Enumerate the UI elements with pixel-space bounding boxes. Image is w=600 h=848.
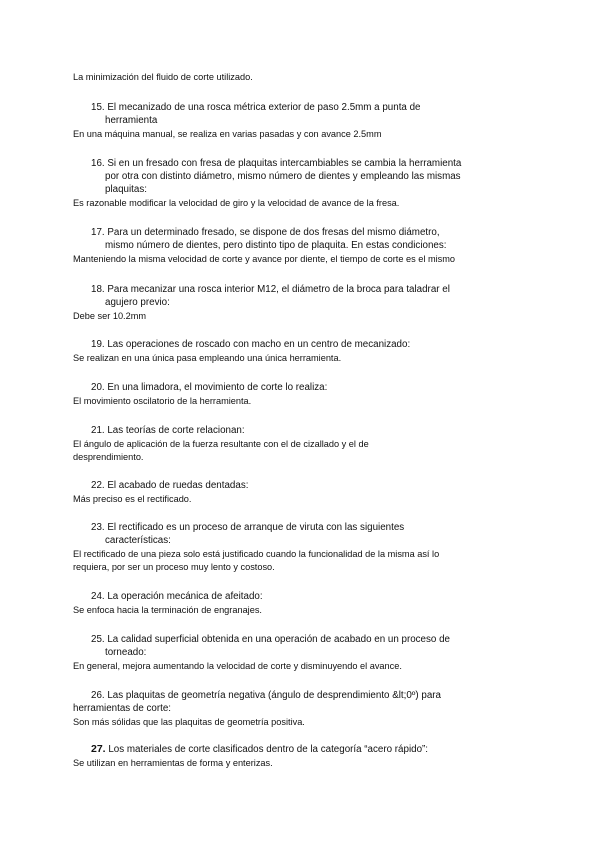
question-number: 20. [91, 382, 105, 393]
question-text [73, 743, 527, 756]
question-23 [73, 521, 527, 574]
question-line: Para mecanizar una rosca interior M12, el diámetro de la broca para taladrar el [107, 284, 450, 295]
question-20 [73, 381, 527, 408]
question-line: herramientas de corte: [73, 703, 172, 714]
question-line: plaquitas: [105, 184, 147, 195]
answer-text: Son más sólidas que las plaquitas de geometría positiva. [73, 717, 305, 727]
question-line: El acabado de ruedas dentadas: [107, 480, 249, 491]
answer-text [73, 548, 527, 574]
question-number: 15. [91, 102, 105, 113]
question-17 [73, 226, 527, 266]
question-19 [73, 338, 527, 365]
question-text [73, 590, 527, 603]
answer-line: desprendimiento. [73, 452, 144, 462]
answer-text: Se realizan en una única pasa empleando una única herramienta. [73, 353, 342, 363]
question-text [73, 157, 527, 196]
question-line: características: [105, 535, 171, 546]
question-number: 24. [91, 591, 105, 602]
answer-line: El rectificado de una pieza solo está justificado cuando la funcionalidad de la misma así lo [73, 549, 440, 559]
question-line: herramienta [105, 115, 158, 126]
question-text [73, 381, 527, 394]
question-25 [73, 633, 527, 673]
answer-text: Debe ser 10.2mm [73, 311, 147, 321]
question-line: Si en un fresado con fresa de plaquitas intercambiables se cambia la herramienta [107, 158, 462, 169]
question-line: La operación mecánica de afeitado: [107, 591, 263, 602]
answer-line: El ángulo de aplicación de la fuerza resultante con el de cizallado y el de [73, 439, 369, 449]
answer-line: requiera, por ser un proceso muy lento y costoso. [73, 562, 275, 572]
question-text [73, 101, 527, 127]
question-number: 22. [91, 480, 105, 491]
question-line: por otra con distinto diámetro, mismo número de dientes y empleando las mismas [105, 171, 461, 182]
answer-text: Se enfoca hacia la terminación de engranajes. [73, 605, 262, 615]
question-number: 18. [91, 284, 105, 295]
intro-answer: La minimización del fluido de corte utilizado. [73, 72, 253, 82]
question-15 [73, 101, 527, 141]
answer-text: En una máquina manual, se realiza en varias pasadas y con avance 2.5mm [73, 129, 382, 139]
question-line: Las operaciones de roscado con macho en un centro de mecanizado: [107, 339, 411, 350]
question-number: 17. [91, 227, 105, 238]
question-number: 19. [91, 339, 105, 350]
question-text [73, 689, 527, 702]
question-line: Las teorías de corte relacionan: [107, 425, 245, 436]
question-18 [73, 283, 527, 323]
question-text [73, 338, 527, 351]
question-line: agujero previo: [105, 297, 170, 308]
question-16 [73, 157, 527, 210]
question-number: 21. [91, 425, 105, 436]
question-number: 16. [91, 158, 105, 169]
answer-text: Más preciso es el rectificado. [73, 494, 192, 504]
question-text [73, 633, 527, 659]
question-line: La calidad superficial obtenida en una operación de acabado en un proceso de [107, 634, 450, 645]
question-text [73, 283, 527, 309]
question-number: 25. [91, 634, 105, 645]
question-number: 27. [91, 743, 106, 755]
question-number: 23. [91, 522, 105, 533]
question-text [73, 479, 527, 492]
question-22 [73, 479, 527, 506]
question-26 [73, 689, 527, 729]
question-text [73, 226, 527, 252]
answer-text: Manteniendo la misma velocidad de corte y avance por diente, el tiempo de corte es el mismo [73, 254, 455, 264]
answer-text: El movimiento oscilatorio de la herramienta. [73, 396, 252, 406]
question-text [73, 521, 527, 547]
question-line: En una limadora, el movimiento de corte lo realiza: [107, 382, 328, 393]
answer-text: Se utilizan en herramientas de forma y enterizas. [73, 758, 273, 768]
answer-text [73, 438, 527, 464]
question-line: torneado: [105, 647, 147, 658]
question-line: Las plaquitas de geometría negativa (ángulo de desprendimiento &lt;0º) para [107, 690, 441, 701]
answer-text: En general, mejora aumentando la velocidad de corte y disminuyendo el avance. [73, 661, 402, 671]
question-line: mismo número de dientes, pero distinto tipo de plaquita. En estas condiciones: [105, 240, 447, 251]
question-24 [73, 590, 527, 617]
question-line: Para un determinado fresado, se dispone de dos fresas del mismo diámetro, [107, 227, 440, 238]
answer-text: Es razonable modificar la velocidad de giro y la velocidad de avance de la fresa. [73, 198, 400, 208]
question-number: 26. [91, 690, 105, 701]
question-line: Los materiales de corte clasificados dentro de la categoría “acero rápido”: [108, 744, 429, 755]
question-21 [73, 424, 527, 464]
question-line: El rectificado es un proceso de arranque de viruta con las siguientes [107, 522, 405, 533]
question-27 [73, 743, 527, 770]
question-text [73, 424, 527, 437]
question-line: El mecanizado de una rosca métrica exterior de paso 2.5mm a punta de [107, 102, 421, 113]
